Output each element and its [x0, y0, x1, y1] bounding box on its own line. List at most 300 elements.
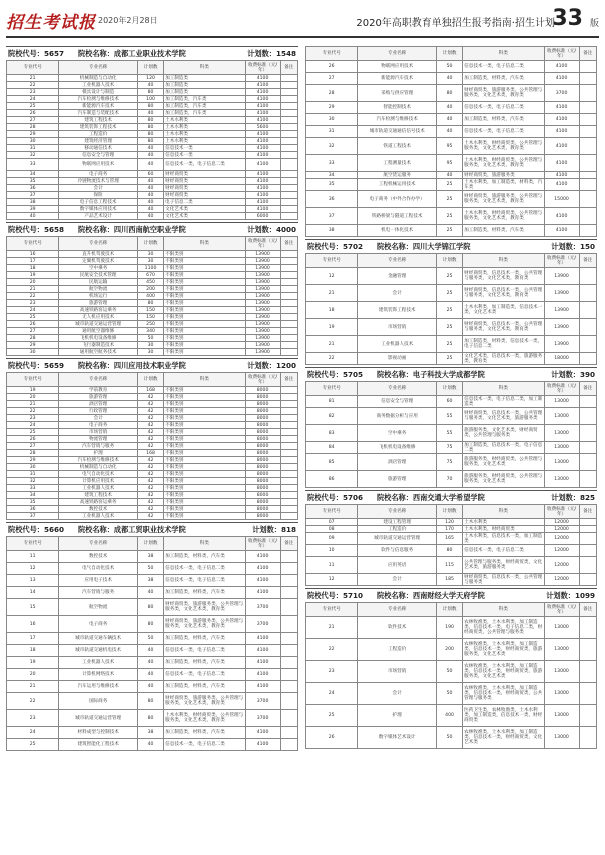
tuition-fee: 4100: [245, 681, 280, 693]
remark: [579, 705, 597, 727]
category: 不限类别: [164, 415, 245, 422]
major-code: 07: [306, 519, 358, 526]
remark: [280, 464, 298, 471]
tuition-fee: 4100: [245, 563, 280, 575]
category: 不限类别: [164, 394, 245, 401]
plan-count: 55: [436, 408, 462, 425]
category: 农林牧渔类，土木水利类，加工制造类，信息技术一类，财经商贸类，文化艺术类: [463, 727, 544, 749]
remark: [579, 683, 597, 705]
remark: [579, 353, 597, 365]
major-code: 34: [306, 172, 358, 179]
column-header: 收费标准（元/年）: [544, 603, 579, 617]
category: 信息技术一类，电子信息二类: [463, 61, 544, 73]
column-header: 备注: [579, 47, 597, 61]
plan-count: 25: [436, 268, 462, 285]
table-row: [7, 681, 298, 693]
plan-count: 40: [436, 172, 462, 179]
remark: [280, 300, 298, 307]
plan-count: 400: [137, 293, 163, 300]
category: 土木水利类，信息技术一类，加工制造类: [464, 533, 543, 544]
column-header: 计划数: [137, 61, 163, 75]
plan-count: 40: [137, 739, 163, 751]
school-total: 计划数：825: [551, 492, 595, 502]
tuition-fee: 13000: [544, 705, 579, 727]
remark: [280, 171, 298, 178]
column-header: 专业名称: [358, 603, 437, 617]
category: 不限类别: [164, 307, 245, 314]
tuition-fee: 4100: [245, 551, 280, 563]
table-row: [306, 225, 597, 237]
major-name: 电子信息工程技术: [59, 199, 138, 206]
remark: [280, 138, 298, 145]
remark: [579, 519, 597, 526]
table-row: [306, 545, 597, 557]
plan-count: 42: [137, 471, 163, 478]
school-code: 院校代号：5659: [8, 360, 64, 370]
major-name: 建筑经济管理: [59, 138, 138, 145]
tuition-fee: 13900: [245, 251, 280, 258]
remark: [280, 152, 298, 159]
tuition-fee: 13900: [245, 321, 280, 328]
column-header: 专业代号: [7, 237, 59, 251]
tuition-fee: 4100: [245, 171, 280, 178]
tuition-fee: 13900: [245, 349, 280, 356]
table-row: [7, 110, 298, 117]
column-header: 专业代号: [306, 382, 358, 396]
tuition-fee: 4100: [245, 82, 280, 89]
plan-count: 95: [436, 155, 462, 172]
major-name: 数字媒体应用技术: [59, 206, 138, 213]
major-code: 34: [7, 171, 59, 178]
category: 土木水利类，财经商贸类，公共管理与服务类，文化艺术类，教育类: [164, 710, 245, 727]
remark: [280, 96, 298, 103]
plan-count: 42: [137, 401, 163, 408]
tuition-fee: 4100: [245, 159, 280, 171]
major-code: 31: [7, 471, 59, 478]
tuition-fee: 13000: [544, 617, 579, 639]
major-code: 22: [306, 353, 358, 365]
remark: [280, 293, 298, 300]
table-row: [7, 457, 298, 464]
major-code: 21: [7, 681, 59, 693]
table-row: [7, 152, 298, 159]
plan-count: 50: [436, 61, 462, 73]
major-name: 城市轨道交通运营管理: [358, 533, 437, 545]
header-row: [306, 254, 597, 268]
major-name: 铁道工程技术: [358, 138, 437, 155]
plan-table: [6, 536, 298, 751]
category: 加工制造类，汽车类: [164, 110, 245, 117]
plan-count: 50: [436, 661, 462, 683]
remark: [280, 599, 298, 616]
tuition-fee: 13900: [245, 272, 280, 279]
major-name: 数控技术: [59, 551, 138, 563]
category: 不限类别: [164, 251, 245, 258]
major-name: 通用航空器维修: [59, 328, 138, 335]
category: 加工制造类，材料类，汽车类: [463, 225, 544, 237]
category: 不限类别: [164, 258, 245, 265]
tuition-fee: 13900: [544, 336, 579, 353]
tuition-fee: 8000: [245, 471, 280, 478]
table-row: [7, 159, 298, 171]
plan-table: [6, 236, 298, 356]
category: 农林牧渔类，土木水利类，加工制造类，信息技术一类，财经商贸类，公共管理与服务类: [463, 683, 544, 705]
major-name: 电子商务: [59, 422, 138, 429]
plan-count: 60: [436, 396, 462, 408]
major-code: 24: [7, 727, 59, 739]
plan-count: 100: [137, 96, 163, 103]
plan-count: 40: [137, 82, 163, 89]
plan-count: 38: [137, 727, 163, 739]
plan-count: 168: [137, 450, 163, 457]
major-name: 影视动画: [358, 353, 437, 365]
table-row: [7, 669, 298, 681]
plan-count: 80: [137, 117, 163, 124]
major-name: 材料成型与控制技术: [59, 727, 138, 739]
column-header: 收费标准（元/年）: [544, 254, 579, 268]
major-code: 35: [7, 178, 59, 185]
major-name: 金融管理: [358, 268, 437, 285]
table-row: [7, 478, 298, 485]
plan-count: 38: [137, 575, 163, 587]
category: 加工制造类，汽车类: [164, 103, 245, 110]
major-code: 11: [7, 551, 59, 563]
category: 信息技术一类，电子信息二类: [463, 126, 544, 138]
plan-count: 30: [137, 349, 163, 356]
remark: [280, 739, 298, 751]
major-name: 国际商务: [59, 693, 138, 710]
major-code: 81: [306, 396, 358, 408]
table-row: [7, 82, 298, 89]
right-column: [305, 46, 597, 751]
major-name: 航空物流: [59, 599, 138, 616]
school-name: 院校名称：成都工贸职业技术学院: [77, 524, 186, 534]
plan-count: 190: [436, 617, 462, 639]
column-header: 备注: [280, 373, 298, 387]
column-header: 专业代号: [306, 47, 358, 61]
category: 土木水利类，财经商贸类，公共管理与服务类，文化艺术类，教育类: [463, 208, 544, 225]
major-name: 汽车运用与维修技术: [59, 681, 138, 693]
column-header: 专业代号: [7, 61, 59, 75]
plan-count: 185: [436, 574, 462, 586]
tuition-fee: 13000: [544, 471, 579, 488]
plan-count: 42: [137, 478, 163, 485]
plan-count: 40: [137, 587, 163, 599]
major-name: 电气自动化技术: [59, 471, 138, 478]
table-row: [306, 126, 597, 138]
plan-table: [305, 504, 597, 586]
school-code: 院校代号：5658: [8, 224, 64, 234]
plan-count: 42: [137, 394, 163, 401]
table-row: [306, 85, 597, 102]
major-code: 24: [306, 683, 358, 705]
major-code: 37: [7, 192, 59, 199]
tuition-fee: 4100: [245, 96, 280, 103]
major-code: 20: [7, 669, 59, 681]
plan-count: 80: [137, 103, 163, 110]
category: 加工制造类，材料类，汽车类: [164, 727, 245, 739]
column-header: 专业代号: [7, 537, 59, 551]
major-code: 28: [7, 450, 59, 457]
category: 土木水利类，财经商贸类，公共管理与服务类，文化艺术类，教育类: [463, 155, 544, 172]
tuition-fee: 4100: [245, 178, 280, 185]
remark: [280, 387, 298, 394]
remark: [280, 513, 298, 520]
plan-count: 400: [436, 705, 462, 727]
table-row: [306, 396, 597, 408]
table-row: [7, 394, 298, 401]
major-code: 22: [7, 408, 59, 415]
column-header: 备注: [579, 505, 597, 519]
major-code: 34: [7, 492, 59, 499]
table-row: [7, 75, 298, 82]
category: 财经商贸类，旅游服务类，公共管理与服务类，文化艺术类，教育类: [463, 85, 544, 102]
major-name: 民航运输: [59, 279, 138, 286]
plan-count: 670: [137, 272, 163, 279]
remark: [280, 178, 298, 185]
plan-count: 25: [436, 336, 462, 353]
tuition-fee: 8000: [245, 513, 280, 520]
table-row: [7, 693, 298, 710]
major-name: 高速铁路客运乘务: [59, 499, 138, 506]
remark: [579, 526, 597, 533]
tuition-fee: 8000: [245, 492, 280, 499]
tuition-fee: 12000: [544, 526, 579, 533]
category: 土木水利类，加工制造类，信息技术一类，文化艺术类: [463, 302, 544, 319]
tuition-fee: 4100: [245, 185, 280, 192]
remark: [280, 506, 298, 513]
table-row: [306, 61, 597, 73]
header-row: [7, 237, 298, 251]
header-row: [7, 61, 298, 75]
school-name: 院校名称：四川应用技术职业学院: [77, 360, 186, 370]
column-header: 计划数: [137, 373, 163, 387]
category: 不限类别: [164, 513, 245, 520]
column-header: 收费标准（元/年）: [245, 537, 280, 551]
table-row: [7, 199, 298, 206]
category: 医药卫生类，农林牧渔类，土木水利类，加工制造类，信息技术一类，财经商贸类: [463, 705, 544, 727]
remark: [579, 191, 597, 208]
category: 不限类别: [164, 492, 245, 499]
plan-table: [305, 253, 597, 365]
table-row: [306, 353, 597, 365]
remark: [280, 185, 298, 192]
school-section: [305, 239, 597, 365]
column-header: 备注: [280, 537, 298, 551]
major-name: 旅游管理: [59, 394, 138, 401]
table-row: [306, 442, 597, 454]
column-header: 备注: [579, 254, 597, 268]
plan-count: 42: [137, 506, 163, 513]
category: 公共管理与服务类，财经商贸类，文化艺术类，旅游服务类: [463, 557, 544, 574]
table-row: [7, 213, 298, 220]
column-header: 科类: [164, 373, 245, 387]
category: 信息技术一类，电子信息二类: [463, 545, 544, 557]
tuition-fee: 4100: [245, 199, 280, 206]
remark: [579, 533, 597, 545]
school-code: 院校代号：5702: [307, 241, 363, 251]
major-name: 行政管理: [59, 408, 138, 415]
major-name: 空中乘务: [358, 425, 437, 442]
column-header: 收费标准（元/年）: [544, 505, 579, 519]
major-code: 23: [306, 661, 358, 683]
remark: [579, 396, 597, 408]
tuition-fee: 8000: [245, 436, 280, 443]
column-header: 科类: [463, 254, 544, 268]
remark: [280, 349, 298, 356]
major-name: 商务数据分析与应用: [358, 408, 437, 425]
category: 不限类别: [164, 471, 245, 478]
plan-count: 25: [436, 179, 462, 191]
major-code: 19: [7, 387, 59, 394]
major-name: 电子商务: [59, 616, 138, 633]
table-row: [7, 103, 298, 110]
remark: [280, 286, 298, 293]
major-code: 32: [306, 138, 358, 155]
plan-count: 80: [137, 616, 163, 633]
category: 加工制造类，材料类，汽车类: [463, 114, 544, 126]
plan-count: 40: [137, 645, 163, 657]
plan-count: 42: [137, 485, 163, 492]
remark: [579, 617, 597, 639]
major-name: 物联网应用技术: [358, 61, 437, 73]
school-header: [6, 522, 298, 536]
major-name: 信息安全与管理: [358, 396, 437, 408]
category: 财经商贸类，旅游服务类: [463, 172, 544, 179]
remark: [579, 126, 597, 138]
major-code: 14: [7, 587, 59, 599]
category: 不限类别: [164, 328, 245, 335]
tuition-fee: 13900: [544, 268, 579, 285]
tuition-fee: 13900: [544, 285, 579, 302]
table-row: [7, 124, 298, 131]
major-code: 23: [7, 89, 59, 96]
remark: [280, 478, 298, 485]
remark: [579, 138, 597, 155]
tuition-fee: 4100: [245, 131, 280, 138]
header-row: [306, 505, 597, 519]
remark: [280, 321, 298, 328]
plan-count: 55: [436, 425, 462, 442]
remark: [579, 172, 597, 179]
major-code: 19: [306, 319, 358, 336]
plan-count: 40: [137, 178, 163, 185]
column-header: 计划数: [436, 603, 462, 617]
tuition-fee: 3700: [245, 710, 280, 727]
major-name: 会计: [358, 574, 437, 586]
plan-table: [6, 372, 298, 520]
tuition-fee: 8000: [245, 450, 280, 457]
column-header: 科类: [463, 603, 544, 617]
remark: [579, 268, 597, 285]
plan-count: 165: [436, 533, 462, 545]
tuition-fee: 8000: [245, 408, 280, 415]
major-code: 27: [7, 328, 59, 335]
school-section: [6, 222, 298, 356]
table-row: [7, 387, 298, 394]
plan-count: 340: [137, 328, 163, 335]
major-name: 模具设计与制造: [59, 89, 138, 96]
major-code: 18: [306, 302, 358, 319]
remark: [280, 342, 298, 349]
table-row: [7, 314, 298, 321]
plan-count: 25: [436, 191, 462, 208]
major-code: 24: [7, 422, 59, 429]
table-row: [7, 575, 298, 587]
remark: [280, 457, 298, 464]
category: 加工制造类: [164, 82, 245, 89]
major-code: 28: [7, 335, 59, 342]
major-name: 工业机器人技术: [59, 513, 138, 520]
major-code: 37: [7, 513, 59, 520]
tuition-fee: 8000: [245, 429, 280, 436]
major-name: 工业机器人技术: [59, 657, 138, 669]
table-row: [7, 265, 298, 272]
category: 信息技术一类，电子信息二类: [164, 739, 245, 751]
tuition-fee: 4100: [544, 155, 579, 172]
tuition-fee: 4100: [245, 110, 280, 117]
table-row: [7, 415, 298, 422]
remark: [280, 693, 298, 710]
plan-count: 80: [137, 599, 163, 616]
table-row: [7, 206, 298, 213]
school-header: [305, 490, 597, 504]
major-code: 27: [306, 73, 358, 85]
masthead: [6, 6, 599, 38]
tuition-fee: 13900: [245, 342, 280, 349]
remark: [579, 208, 597, 225]
table-row: [306, 208, 597, 225]
major-name: 应用英语: [358, 557, 437, 574]
column-header: 收费标准（元/年）: [245, 237, 280, 251]
table-row: [7, 633, 298, 645]
table-row: [7, 171, 298, 178]
tuition-fee: 8000: [245, 415, 280, 422]
tuition-fee: 4100: [245, 669, 280, 681]
major-code: 08: [306, 526, 358, 533]
table-row: [7, 464, 298, 471]
category: 信息技术一类，电子信息二类，加工制造类: [464, 396, 543, 407]
issue-date: 2020年2月28日: [98, 16, 158, 25]
tuition-fee: 8000: [245, 387, 280, 394]
tuition-fee: 12000: [544, 574, 579, 586]
remark: [579, 114, 597, 126]
plan-count: 25: [436, 208, 462, 225]
table-row: [7, 192, 298, 199]
category: 旅游服务类，文化艺术类，财经商贸类，公共管理与服务类: [463, 425, 544, 442]
school-header: [305, 588, 597, 602]
tuition-fee: 4100: [245, 657, 280, 669]
remark: [280, 89, 298, 96]
tuition-fee: 4100: [544, 225, 579, 237]
tuition-fee: 8000: [245, 443, 280, 450]
category: 不限类别: [164, 401, 245, 408]
major-name: 工业机器人技术: [358, 336, 437, 353]
plan-count: 38: [137, 551, 163, 563]
school-code: 院校代号：5705: [307, 369, 363, 379]
major-code: 16: [7, 616, 59, 633]
major-name: 城市轨道交通通信信号技术: [358, 126, 437, 138]
major-name: 空中乘务: [59, 265, 138, 272]
major-code: 26: [7, 436, 59, 443]
category: 财经商贸类，旅游服务类，公共管理与服务类，文化艺术类，教育类: [164, 599, 245, 616]
major-code: 39: [7, 206, 59, 213]
major-code: 25: [7, 429, 59, 436]
major-code: 20: [7, 279, 59, 286]
major-name: 电子商务（中外合作办学）: [358, 191, 437, 208]
plan-count: 40: [137, 199, 163, 206]
column-header: 备注: [579, 382, 597, 396]
